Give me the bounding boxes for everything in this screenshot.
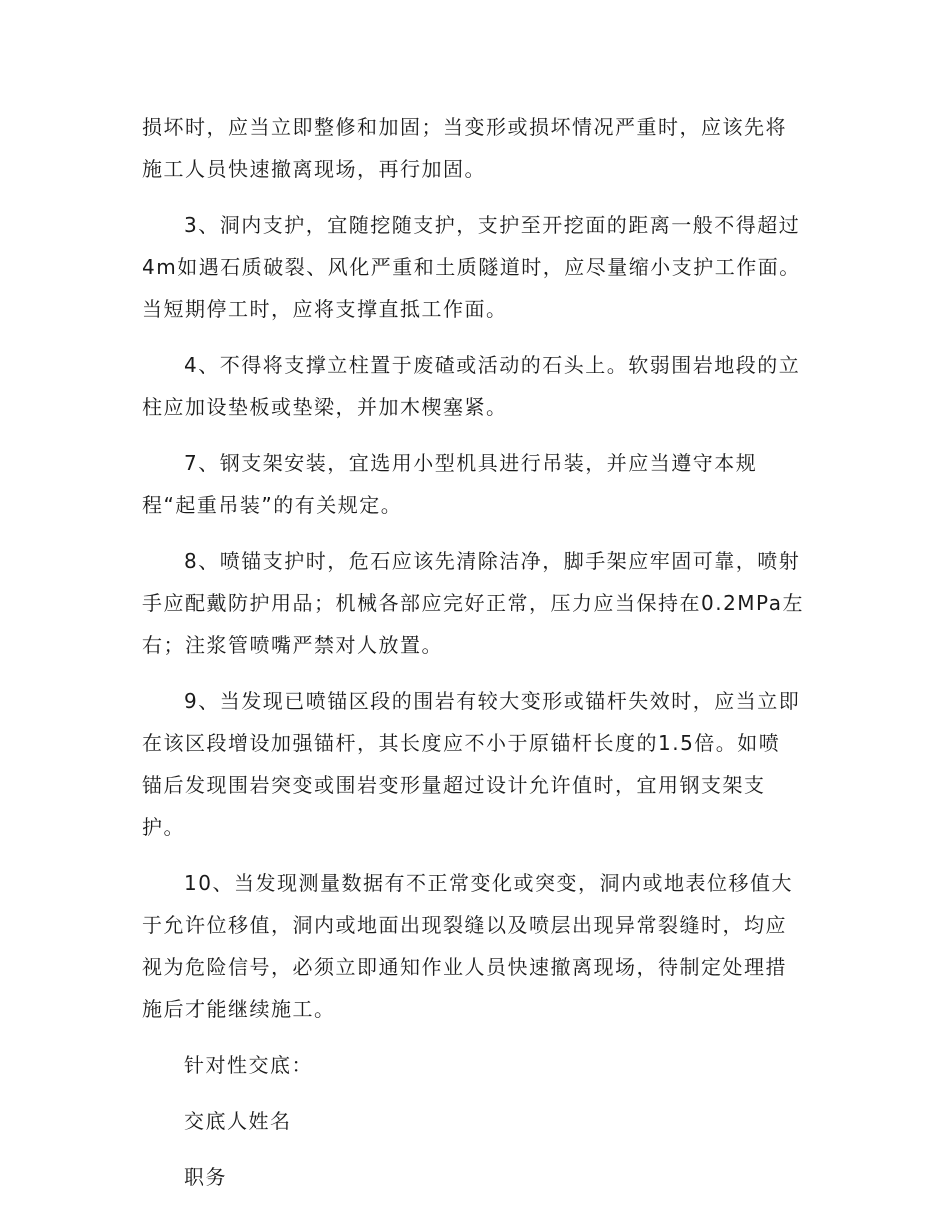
briefer-name-label: 交底人姓名 [184,1109,292,1133]
text-line: 施工人员快速撤离现场，再行加固。 [142,157,486,181]
paragraph-item-8 [142,540,808,666]
text-line: 手应配戴防护用品；机械各部应完好正常，压力应当保持在0.2MPa左 [142,591,804,615]
position-label: 职务 [184,1165,227,1189]
targeted-briefing-label: 针对性交底： [184,1053,313,1077]
text-line: 4、不得将支撑立柱置于废碴或活动的石头上。软弱围岩地段的立 [184,353,801,377]
text-line: 柱应加设垫板或垫梁，并加木楔塞紧。 [142,395,508,419]
text-line: 锚后发现围岩突变或围岩变形量超过设计允许值时，宜用钢支架支 [142,773,766,797]
text-line: 于允许位移值，洞内或地面出现裂缝以及喷层出现异常裂缝时，均应 [142,913,787,937]
text-line: 10、当发现测量数据有不正常变化或突变，洞内或地表位移值大 [184,871,793,895]
text-line: 7、钢支架安装，宜选用小型机具进行吊装，并应当遵守本规 [184,451,758,475]
text-line: 8、喷锚支护时，危石应该先清除洁净，脚手架应牢固可靠，喷射 [184,549,801,573]
paragraph-item-3 [142,204,808,330]
text-line: 在该区段增设加强锚杆，其长度应不小于原锚杆长度的1.5倍。如喷 [142,731,781,755]
paragraph-item-9 [142,680,808,848]
text-line: 当短期停工时，应将支撑直抵工作面。 [142,297,508,321]
document-body [142,106,808,1212]
paragraph-item-7 [142,442,808,526]
text-line: 施后才能继续施工。 [142,997,336,1021]
text-line: 右；注浆管喷嘴严禁对人放置。 [142,633,443,657]
text-line: 护。 [142,815,185,839]
text-line: 3、洞内支护，宜随挖随支护，支护至开挖面的距离一般不得超过 [184,213,801,237]
text-line: 9、当发现已喷锚区段的围岩有较大变形或锚杆失效时，应当立即 [184,689,801,713]
text-line: 程“起重吊装”的有关规定。 [142,493,403,517]
paragraph-item-10 [142,862,808,1030]
text-line: 损坏时，应当立即整修和加固；当变形或损坏情况严重时，应该先将 [142,115,787,139]
text-line: 4m如遇石质破裂、风化严重和土质隧道时，应尽量缩小支护工作面。 [142,255,801,279]
paragraph-continuation [142,106,808,190]
text-line: 视为危险信号，必须立即通知作业人员快速撤离现场，待制定处理措 [142,955,787,979]
paragraph-item-4 [142,344,808,428]
